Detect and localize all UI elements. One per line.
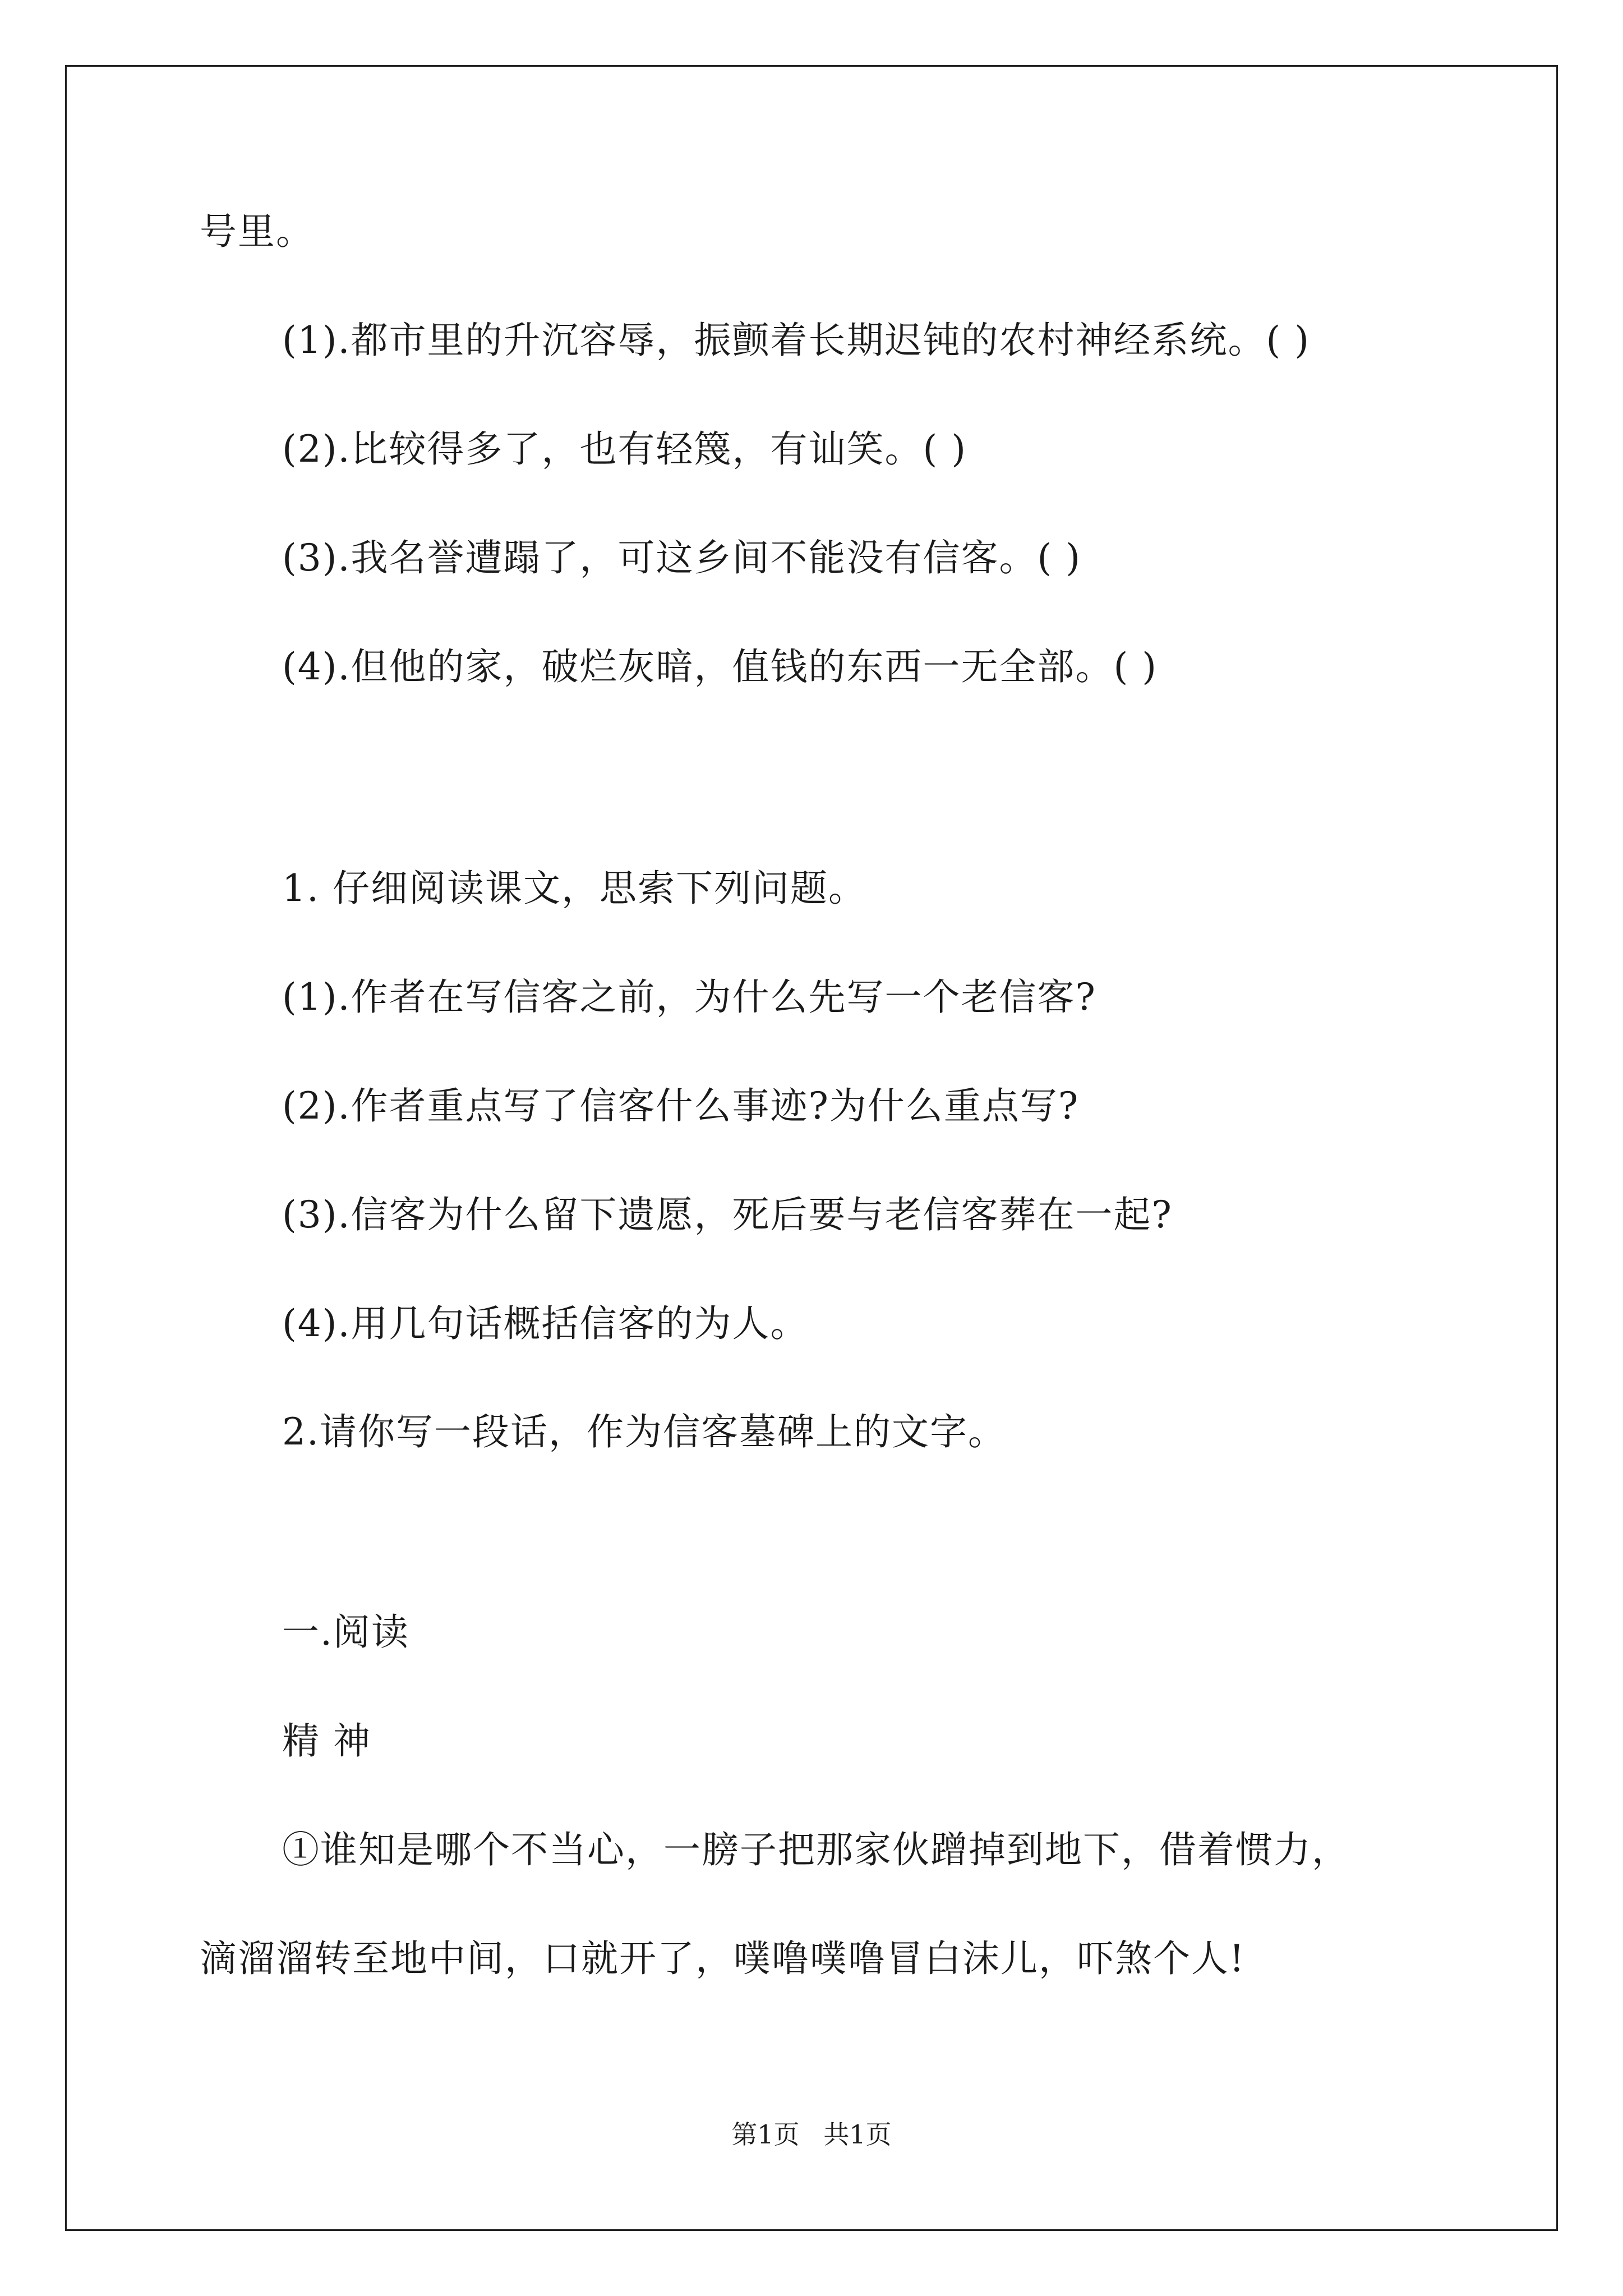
- question-item: (4).用几句话概括信客的为人。: [282, 1302, 809, 1345]
- question-item: (3).信客为什么留下遗愿，死后要与老信客葬在一起?: [282, 1193, 1173, 1236]
- page-number: 第1页: [731, 2119, 800, 2150]
- passage-paragraph: 滴溜溜转至地中间，口就开了，噗噜噗噜冒白沫儿，吓煞个人!: [200, 1937, 1246, 1980]
- page-footer: [0, 2118, 1623, 2151]
- page-border: [65, 65, 1558, 2231]
- question-item: (4).但他的家，破烂灰暗，值钱的东西一无全部。( ): [282, 645, 1158, 688]
- question-item: (2).比较得多了，也有轻篾，有讪笑。( ): [282, 427, 967, 471]
- page-total: 共1页: [823, 2119, 892, 2150]
- text-line: 号里。: [200, 210, 314, 253]
- passage-paragraph: ①谁知是哪个不当心，一膀子把那家伙蹭掉到地下，借着惯力，: [282, 1828, 1350, 1871]
- question-item: (3).我名誉遭蹋了，可这乡间不能没有信客。( ): [282, 536, 1081, 579]
- question-item: 2.请你写一段话，作为信客墓碑上的文字。: [282, 1410, 1006, 1453]
- question-item: (2).作者重点写了信客什么事迹?为什么重点写?: [282, 1084, 1080, 1128]
- question-item: (1).都市里的升沉容辱，振颤着长期迟钝的农村神经系统。( ): [282, 319, 1310, 362]
- passage-title: 精 神: [282, 1719, 371, 1763]
- question-item: (1).作者在写信客之前，为什么先写一个老信客?: [282, 976, 1096, 1019]
- section-heading: 1. 仔细阅读课文，思索下列问题。: [282, 867, 866, 910]
- section-heading: 一.阅读: [282, 1611, 409, 1654]
